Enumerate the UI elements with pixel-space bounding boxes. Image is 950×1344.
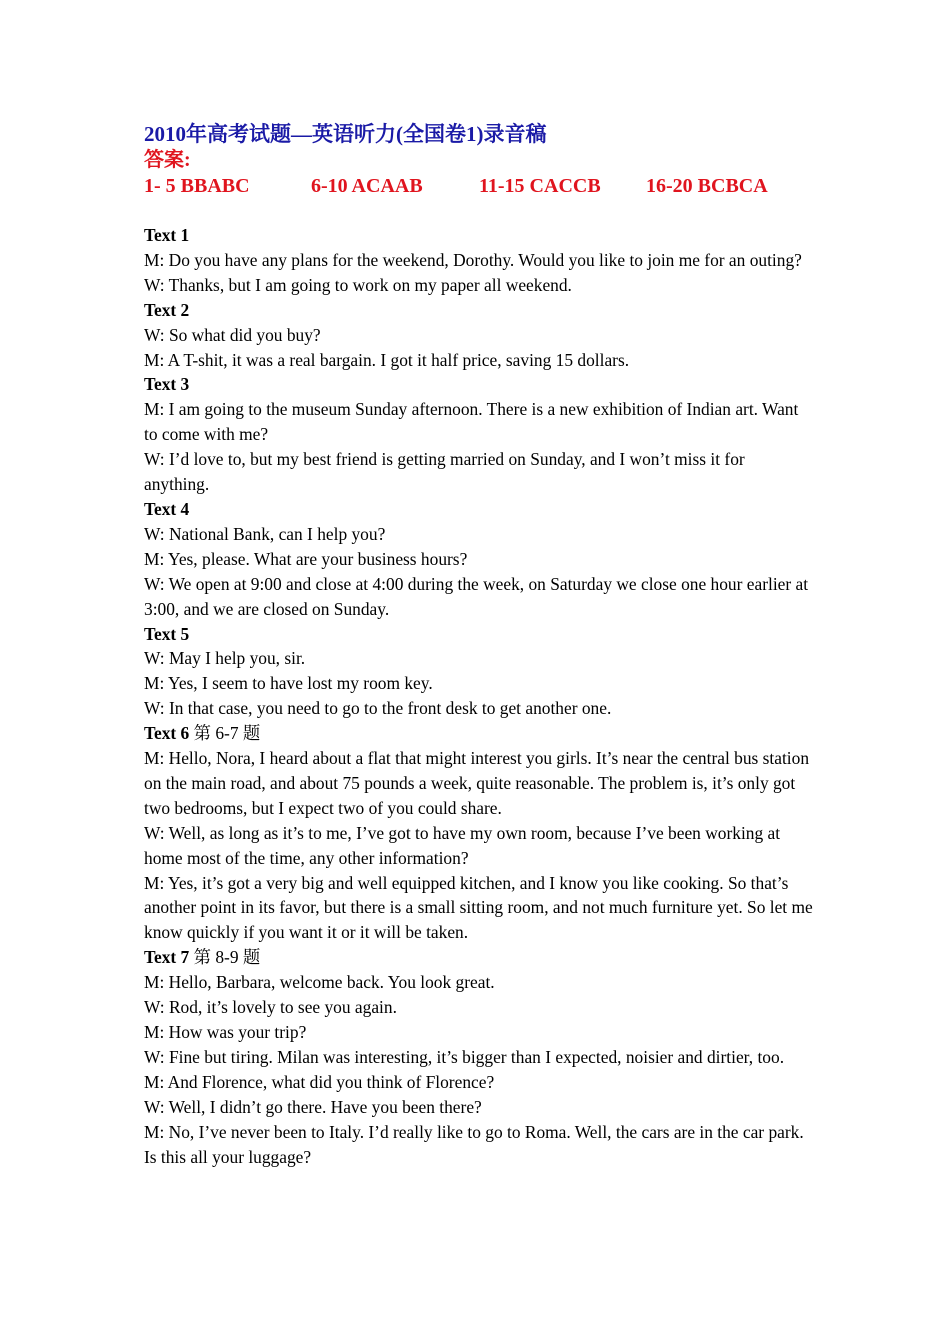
text-heading-label: Text 6 [144, 723, 190, 744]
dialogue-line: M: I am going to the museum Sunday afternoon. There is a new exhibition of Indian art. Want to come with me? [144, 399, 799, 445]
text-heading [144, 497, 814, 522]
text-heading-label: Text 2 [144, 299, 190, 320]
dialogue-line: M: And Florence, what did you think of Florence? [144, 1071, 495, 1092]
dialogue-line: W: So what did you buy? [144, 324, 321, 345]
spacer [144, 200, 814, 223]
text-heading-label: Text 5 [144, 623, 190, 644]
dialogue-line: W: I’d love to, but my best friend is getting married on Sunday, and I won’t miss it for anything. [144, 449, 745, 495]
text-heading [144, 622, 814, 647]
dialogue-line: W: Thanks, but I am going to work on my paper all weekend. [144, 274, 572, 295]
dialogue-line: M: Do you have any plans for the weekend, Dorothy. Would you like to join me for an outing? [144, 249, 802, 270]
dialogue-line: W: Well, as long as it’s to me, I’ve got to have my own room, because I’ve been working at home most of the time, any other information? [144, 822, 781, 868]
dialogue-line: M: Yes, I seem to have lost my room key. [144, 673, 433, 694]
answer-label: 答案: [144, 149, 191, 171]
answer-group-3: 11-15 CACCB [479, 175, 601, 197]
dialogue-line: W: Rod, it’s lovely to see you again. [144, 997, 397, 1018]
text-heading [144, 721, 814, 746]
answer-key [144, 173, 814, 200]
dialogue-line: W: National Bank, can I help you? [144, 523, 386, 544]
dialogue-line: W: We open at 9:00 and close at 4:00 during the week, on Saturday we close one hour earlier at 3:00, and we are closed on Sunday. [144, 573, 809, 619]
text-heading [144, 372, 814, 397]
document-content [144, 121, 814, 1169]
dialogue-line: M: How was your trip? [144, 1022, 307, 1042]
dialogue-line: W: Fine but tiring. Milan was interesting, it’s bigger than I expected, noisier and dirtier, too. [144, 1046, 785, 1067]
text-heading [144, 298, 814, 323]
dialogue-line: W: Well, I didn’t go there. Have you been there? [144, 1096, 482, 1117]
dialogue-line: M: Yes, please. What are your business hours? [144, 548, 468, 569]
text-heading [144, 223, 814, 248]
document-title: 2010年高考试题—英语听力(全国卷1)录音稿 [144, 122, 547, 146]
dialogue-line: M: Hello, Barbara, welcome back. You look great. [144, 972, 495, 993]
dialogue-line: M: A T-shit, it was a real bargain. I got it half price, saving 15 dollars. [144, 349, 630, 370]
question-range-note: 第 6-7 题 [193, 723, 261, 744]
text-heading [144, 945, 814, 970]
dialogue-line: W: May I help you, sir. [144, 648, 306, 669]
text-heading-label: Text 7 [144, 947, 190, 968]
dialogue-line: M: Hello, Nora, I heard about a flat that might interest you girls. It’s near the central bus station on the main road, and about 75 pounds a week, quite reasonable. The problem is, it’s only got two bedrooms, but I expect two of you could share. [144, 748, 810, 818]
text-heading-label: Text 3 [144, 374, 190, 395]
text-heading-label: Text 4 [144, 498, 190, 519]
text-heading-label: Text 1 [144, 225, 190, 245]
answer-group-1: 1- 5 BBABC [144, 175, 250, 197]
dialogue-line: M: Yes, it’s got a very big and well equipped kitchen, and I know you like cooking. So that’s another point in its favor, but there is a small sitting room, and not much furniture yet. So let me know quickly if you want it or it will be taken. [144, 872, 813, 943]
dialogue-line: M: No, I’ve never been to Italy. I’d really like to go to Roma. Well, the cars are in the car park. Is this all your luggage? [144, 1121, 804, 1167]
answer-group-4: 16-20 BCBCA [646, 175, 768, 197]
transcript [144, 223, 814, 1169]
dialogue-line: W: In that case, you need to go to the front desk to get another one. [144, 698, 612, 719]
answer-group-2: 6-10 ACAAB [311, 175, 423, 197]
question-range-note: 第 8-9 题 [193, 947, 261, 968]
